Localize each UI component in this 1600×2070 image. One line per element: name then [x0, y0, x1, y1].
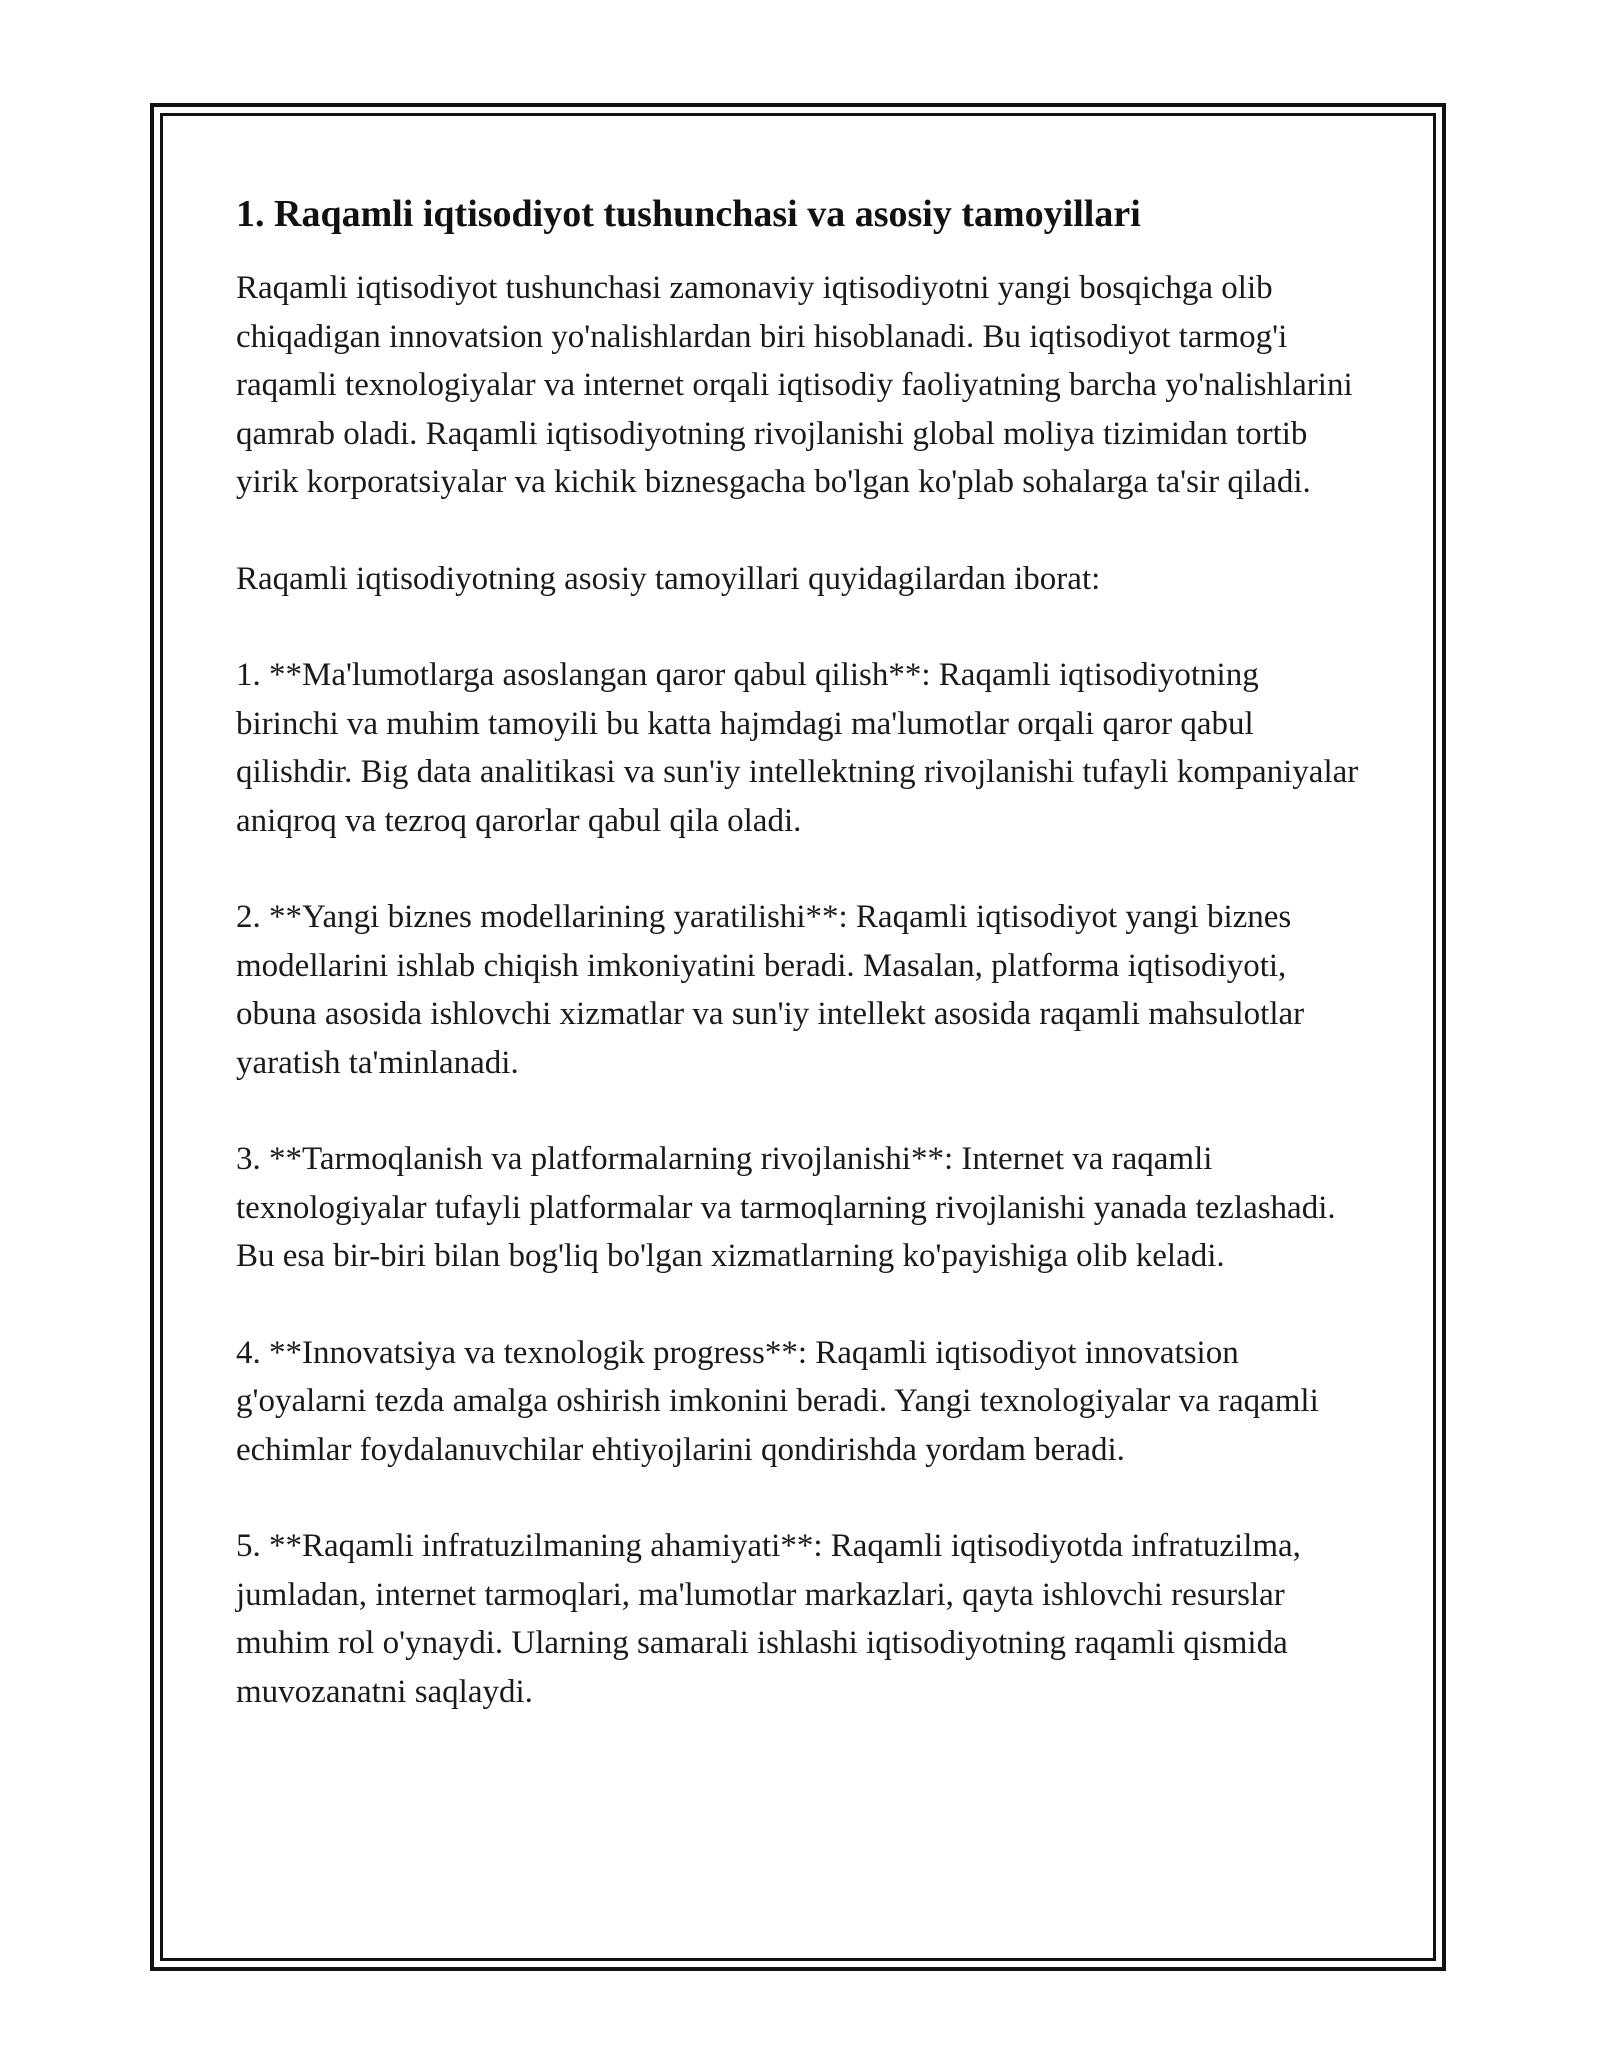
document-body [236, 188, 1366, 1716]
principle-item-4: 4. **Innovatsiya va texnologik progress**: Raqamli iqtisodiyot innovatsion g'oyalarni tezda amalga oshirish imkonini beradi. Yangi texnologiyalar va raqamli echimlar foydalanuvchilar ehtiyojlarini qondirishda yordam beradi. [236, 1334, 1319, 1468]
principles-intro: Raqamli iqtisodiyotning asosiy tamoyillari quyidagilardan iborat: [236, 560, 1101, 597]
principle-item-1: 1. **Ma'lumotlarga asoslangan qaror qabul qilish**: Raqamli iqtisodiyotning birinchi va muhim tamoyili bu katta hajmdagi ma'lumotlar orqali qaror qabul qilishdir. Big data analitikasi va sun'iy intellektning rivojlanishi tufayli kompaniyalar aniqroq va tezroq qarorlar qabul qila oladi. [236, 657, 1359, 839]
principle-item-5: 5. **Raqamli infratuzilmaning ahamiyati**: Raqamli iqtisodiyotda infratuzilma, jumladan, internet tarmoqlari, ma'lumotlar markazlari, qayta ishlovchi resurslar muhim rol o'ynaydi. Ularning samarali ishlashi iqtisodiyotning raqamli qismida muvozanatni saqlaydi. [236, 1528, 1301, 1710]
document-title: 1. Raqamli iqtisodiyot tushunchasi va asosiy tamoyillari [236, 193, 1141, 235]
intro-paragraph: Raqamli iqtisodiyot tushunchasi zamonaviy iqtisodiyotni yangi bosqichga olib chiqadigan innovatsion yo'nalishlardan biri hisoblanadi. Bu iqtisodiyot tarmog'i raqamli texnologiyalar va internet orqali iqtisodiy faoliyatning barcha yo'nalishlarini qamrab oladi. Raqamli iqtisodiyotning rivojlanishi global moliya tizimidan tortib yirik korporatsiyalar va kichik biznesgacha bo'lgan ko'plab sohalarga ta'sir qiladi. [236, 270, 1353, 500]
principle-item-3: 3. **Tarmoqlanish va platformalarning rivojlanishi**: Internet va raqamli texnologiyalar tufayli platformalar va tarmoqlarning rivojlanishi yanada tezlashadi. Bu esa bir-biri bilan bog'liq bo'lgan xizmatlarning ko'payishiga olib keladi. [236, 1141, 1336, 1274]
principle-item-2: 2. **Yangi biznes modellarining yaratilishi**: Raqamli iqtisodiyot yangi biznes modellarini ishlab chiqish imkoniyatini beradi. Masalan, platforma iqtisodiyoti, obuna asosida ishlovchi xizmatlar va sun'iy intellekt asosida raqamli mahsulotlar yaratish ta'minlanadi. [236, 899, 1305, 1081]
